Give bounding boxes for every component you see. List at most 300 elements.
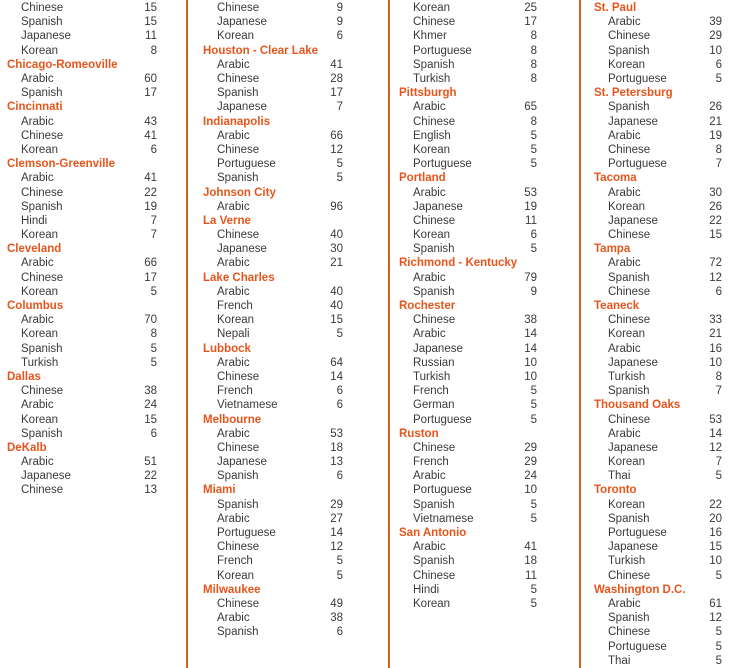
language-count: 51 — [144, 456, 157, 469]
language-count: 5 — [336, 569, 343, 582]
language-row — [7, 256, 157, 270]
language-label: Arabic — [21, 399, 54, 412]
city-header: Lake Charles — [203, 271, 275, 284]
language-count: 14 — [330, 527, 343, 540]
language-label: Portuguese — [413, 484, 472, 497]
language-count: 13 — [330, 456, 343, 469]
language-label: Spanish — [608, 271, 650, 284]
language-label: Korean — [217, 569, 255, 582]
language-count: 26 — [709, 101, 722, 114]
language-label: Arabic — [413, 101, 446, 114]
language-count: 6 — [150, 143, 157, 156]
language-count: 7 — [336, 101, 343, 114]
language-row — [7, 86, 157, 100]
language-count: 21 — [330, 257, 343, 270]
language-row — [203, 526, 343, 540]
language-label: Spanish — [608, 512, 650, 525]
language-count: 8 — [530, 44, 537, 57]
language-row — [594, 512, 722, 526]
language-label: Arabic — [608, 186, 641, 199]
city-header: Portland — [399, 172, 446, 185]
language-count: 38 — [144, 385, 157, 398]
language-row — [203, 540, 343, 554]
language-label: Turkish — [413, 370, 451, 383]
language-count: 41 — [144, 129, 157, 142]
language-count: 61 — [709, 597, 722, 610]
language-row — [399, 342, 537, 356]
language-count: 17 — [144, 271, 157, 284]
language-count: 33 — [709, 314, 722, 327]
language-count: 19 — [144, 200, 157, 213]
city-header: Toronto — [594, 484, 637, 497]
language-count: 12 — [330, 143, 343, 156]
city-header: Melbourne — [203, 413, 262, 426]
language-label: Korean — [608, 456, 646, 469]
language-label: Japanese — [21, 30, 71, 43]
city-header: Washington D.C. — [594, 583, 686, 596]
language-row — [399, 512, 537, 526]
language-label: Chinese — [413, 441, 456, 454]
language-row — [7, 398, 157, 412]
language-row — [7, 72, 157, 86]
language-label: Chinese — [413, 314, 456, 327]
language-count: 5 — [530, 399, 537, 412]
language-row — [594, 44, 722, 58]
language-row — [203, 228, 343, 242]
language-label: Korean — [21, 328, 59, 341]
language-label: Chinese — [217, 2, 260, 15]
language-label: Arabic — [608, 427, 641, 440]
language-count: 14 — [524, 342, 537, 355]
city-header: La Verne — [203, 214, 251, 227]
city-header: Cincinnati — [7, 101, 63, 114]
city-header: Rochester — [399, 300, 456, 313]
language-count: 10 — [709, 356, 722, 369]
language-label: Korean — [21, 229, 59, 242]
language-count: 64 — [330, 356, 343, 369]
language-row — [594, 29, 722, 43]
language-label: Vietnamese — [413, 512, 474, 525]
column-3 — [399, 1, 537, 611]
language-label: Japanese — [608, 356, 658, 369]
language-label: French — [217, 555, 253, 568]
language-row — [203, 129, 343, 143]
language-row — [399, 200, 537, 214]
language-count: 8 — [715, 143, 722, 156]
language-label: Arabic — [217, 356, 250, 369]
language-count: 40 — [330, 285, 343, 298]
language-row — [399, 242, 537, 256]
language-count: 10 — [524, 370, 537, 383]
language-count: 10 — [524, 356, 537, 369]
language-label: Spanish — [21, 16, 63, 29]
language-row — [399, 356, 537, 370]
language-count: 70 — [144, 314, 157, 327]
language-count: 29 — [524, 456, 537, 469]
city-header: Miami — [203, 484, 236, 497]
language-label: Chinese — [217, 229, 260, 242]
language-row — [7, 143, 157, 157]
language-count: 5 — [715, 626, 722, 639]
language-count: 28 — [330, 73, 343, 86]
language-row — [7, 15, 157, 29]
language-row — [594, 214, 722, 228]
language-row — [7, 285, 157, 299]
language-row — [399, 15, 537, 29]
language-row — [7, 1, 157, 15]
language-count: 5 — [530, 512, 537, 525]
language-label: Thai — [608, 470, 631, 483]
language-label: Arabic — [217, 129, 250, 142]
language-label: Chinese — [608, 143, 651, 156]
language-row — [594, 327, 722, 341]
language-row — [594, 115, 722, 129]
language-row — [594, 597, 722, 611]
language-label: Japanese — [413, 200, 463, 213]
language-label: Korean — [608, 200, 646, 213]
language-row — [203, 398, 343, 412]
language-label: Spanish — [21, 427, 63, 440]
language-label: Arabic — [21, 172, 54, 185]
language-row — [7, 214, 157, 228]
language-label: Korean — [21, 413, 59, 426]
language-label: Korean — [413, 2, 451, 15]
language-row — [399, 1, 537, 15]
city-header: Chicago-Romeoville — [7, 58, 118, 71]
language-row — [203, 100, 343, 114]
language-count: 8 — [530, 115, 537, 128]
language-label: Chinese — [413, 16, 456, 29]
city-header: Pittsburgh — [399, 87, 457, 100]
language-count: 53 — [524, 186, 537, 199]
language-count: 7 — [715, 385, 722, 398]
language-label: Portuguese — [608, 527, 667, 540]
language-row — [594, 143, 722, 157]
city-header: Indianapolis — [203, 115, 271, 128]
language-count: 29 — [330, 498, 343, 511]
language-count: 29 — [524, 441, 537, 454]
city-header: DeKalb — [7, 441, 47, 454]
language-count: 7 — [715, 158, 722, 171]
language-label: Japanese — [217, 243, 267, 256]
language-row — [203, 356, 343, 370]
language-row — [7, 455, 157, 469]
column-2 — [203, 1, 343, 639]
language-row — [399, 569, 537, 583]
language-row — [203, 171, 343, 185]
language-count: 15 — [144, 2, 157, 15]
language-count: 30 — [330, 243, 343, 256]
language-count: 41 — [330, 58, 343, 71]
language-count: 6 — [150, 427, 157, 440]
language-count: 5 — [150, 285, 157, 298]
language-row — [594, 654, 722, 668]
language-count: 39 — [709, 16, 722, 29]
language-label: Arabic — [608, 597, 641, 610]
language-row — [594, 72, 722, 86]
language-row — [594, 15, 722, 29]
language-count: 38 — [330, 612, 343, 625]
language-row — [203, 554, 343, 568]
language-row — [203, 370, 343, 384]
language-row — [594, 625, 722, 639]
city-header: Cleveland — [7, 243, 62, 256]
language-row — [594, 313, 722, 327]
language-label: Spanish — [413, 498, 455, 511]
language-count: 6 — [336, 30, 343, 43]
language-label: Chinese — [413, 569, 456, 582]
language-label: Arabic — [217, 257, 250, 270]
language-label: Arabic — [217, 285, 250, 298]
language-row — [594, 370, 722, 384]
language-label: Chinese — [21, 484, 64, 497]
language-row — [399, 157, 537, 171]
language-row — [594, 356, 722, 370]
language-row — [594, 185, 722, 199]
language-count: 22 — [144, 186, 157, 199]
language-row — [203, 625, 343, 639]
language-row — [399, 583, 537, 597]
language-label: Arabic — [608, 16, 641, 29]
language-row — [203, 242, 343, 256]
column-4 — [594, 1, 722, 668]
language-count: 5 — [530, 413, 537, 426]
language-label: Korean — [608, 498, 646, 511]
language-row — [203, 86, 343, 100]
language-row — [594, 526, 722, 540]
language-count: 17 — [330, 87, 343, 100]
language-count: 21 — [709, 115, 722, 128]
language-row — [594, 384, 722, 398]
language-row — [594, 469, 722, 483]
language-row — [203, 285, 343, 299]
language-row — [594, 157, 722, 171]
city-header: Johnson City — [203, 186, 276, 199]
language-label: Korean — [608, 328, 646, 341]
column-divider-2 — [388, 0, 390, 668]
language-count: 22 — [144, 470, 157, 483]
language-count: 26 — [709, 200, 722, 213]
language-row — [203, 29, 343, 43]
language-row — [594, 58, 722, 72]
language-count: 5 — [530, 129, 537, 142]
city-header: Clemson-Greenville — [7, 158, 116, 171]
language-row — [7, 200, 157, 214]
language-row — [594, 554, 722, 568]
language-count: 43 — [144, 115, 157, 128]
language-row — [203, 299, 343, 313]
language-row — [594, 540, 722, 554]
language-row — [594, 427, 722, 441]
language-row — [399, 29, 537, 43]
language-label: Khmer — [413, 30, 447, 43]
language-row — [203, 327, 343, 341]
language-count: 16 — [709, 527, 722, 540]
language-row — [7, 427, 157, 441]
language-count: 15 — [330, 314, 343, 327]
language-count: 6 — [715, 58, 722, 71]
language-count: 5 — [715, 470, 722, 483]
language-row — [203, 455, 343, 469]
language-label: Korean — [21, 44, 59, 57]
language-row — [594, 498, 722, 512]
language-label: Korean — [413, 597, 451, 610]
language-label: Portuguese — [217, 158, 276, 171]
language-count: 8 — [530, 30, 537, 43]
language-row — [7, 44, 157, 58]
language-count: 19 — [709, 129, 722, 142]
language-label: Japanese — [217, 101, 267, 114]
language-count: 7 — [150, 229, 157, 242]
language-label: Chinese — [608, 413, 651, 426]
language-count: 6 — [336, 399, 343, 412]
language-label: Portuguese — [608, 158, 667, 171]
language-label: Spanish — [413, 58, 455, 71]
language-count: 53 — [709, 413, 722, 426]
language-count: 8 — [530, 73, 537, 86]
language-row — [399, 498, 537, 512]
language-label: Spanish — [217, 172, 259, 185]
language-label: Turkish — [608, 555, 646, 568]
language-label: Chinese — [608, 569, 651, 582]
language-label: Korean — [217, 314, 255, 327]
language-label: Arabic — [413, 541, 446, 554]
language-row — [594, 342, 722, 356]
language-count: 5 — [530, 498, 537, 511]
language-label: Chinese — [608, 30, 651, 43]
language-row — [7, 327, 157, 341]
city-header: St. Petersburg — [594, 87, 673, 100]
language-label: Spanish — [217, 626, 259, 639]
language-count: 15 — [144, 413, 157, 426]
language-count: 6 — [530, 229, 537, 242]
city-header: Dallas — [7, 370, 41, 383]
language-label: Chinese — [217, 441, 260, 454]
language-row — [203, 569, 343, 583]
language-count: 22 — [709, 214, 722, 227]
language-count: 15 — [709, 541, 722, 554]
language-row — [399, 412, 537, 426]
language-row — [399, 143, 537, 157]
language-label: Spanish — [217, 498, 259, 511]
language-row — [7, 29, 157, 43]
city-header: Houston - Clear Lake — [203, 44, 319, 57]
language-row — [594, 611, 722, 625]
language-row — [399, 313, 537, 327]
language-count: 14 — [524, 328, 537, 341]
language-label: Korean — [21, 143, 59, 156]
language-label: Japanese — [608, 115, 658, 128]
language-row — [594, 412, 722, 426]
language-label: Arabic — [217, 58, 250, 71]
language-count: 66 — [144, 257, 157, 270]
language-label: Korean — [413, 143, 451, 156]
language-count: 79 — [524, 271, 537, 284]
language-count: 5 — [336, 555, 343, 568]
language-row — [594, 271, 722, 285]
language-row — [7, 171, 157, 185]
language-count: 65 — [524, 101, 537, 114]
language-label: Chinese — [217, 597, 260, 610]
language-row — [594, 569, 722, 583]
language-label: Hindi — [21, 214, 48, 227]
language-label: Japanese — [608, 214, 658, 227]
language-label: Portuguese — [413, 413, 472, 426]
language-row — [203, 611, 343, 625]
language-row — [7, 412, 157, 426]
language-count: 5 — [150, 342, 157, 355]
language-count: 11 — [525, 214, 537, 227]
language-label: Turkish — [21, 356, 59, 369]
city-header: Richmond - Kentucky — [399, 257, 518, 270]
language-row — [7, 228, 157, 242]
language-label: Arabic — [413, 271, 446, 284]
language-row — [399, 540, 537, 554]
language-count: 14 — [330, 370, 343, 383]
language-count: 5 — [150, 356, 157, 369]
language-row — [594, 100, 722, 114]
language-count: 60 — [144, 73, 157, 86]
language-row — [7, 469, 157, 483]
language-label: Japanese — [608, 541, 658, 554]
language-row — [203, 256, 343, 270]
language-count: 5 — [530, 158, 537, 171]
language-label: Chinese — [217, 73, 260, 86]
language-label: Portuguese — [217, 527, 276, 540]
city-header: St. Paul — [594, 2, 637, 15]
language-label: Japanese — [608, 441, 658, 454]
language-row — [594, 256, 722, 270]
language-label: Arabic — [608, 129, 641, 142]
language-count: 8 — [150, 44, 157, 57]
city-header: Thousand Oaks — [594, 399, 681, 412]
column-1 — [7, 1, 157, 498]
language-count: 24 — [144, 399, 157, 412]
language-label: Chinese — [217, 541, 260, 554]
language-count: 8 — [715, 370, 722, 383]
language-label: Arabic — [217, 427, 250, 440]
language-label: Spanish — [608, 385, 650, 398]
language-row — [203, 157, 343, 171]
language-label: Chinese — [608, 626, 651, 639]
language-count: 8 — [150, 328, 157, 341]
language-row — [399, 327, 537, 341]
language-row — [399, 44, 537, 58]
language-label: Portuguese — [413, 158, 472, 171]
language-row — [399, 214, 537, 228]
city-header: Milwaukee — [203, 583, 261, 596]
language-row — [203, 512, 343, 526]
language-label: Spanish — [608, 612, 650, 625]
language-count: 6 — [715, 285, 722, 298]
language-count: 5 — [530, 385, 537, 398]
city-header: Ruston — [399, 427, 439, 440]
language-count: 7 — [150, 214, 157, 227]
language-count: 10 — [709, 44, 722, 57]
language-row — [399, 285, 537, 299]
city-header: Tacoma — [594, 172, 637, 185]
language-row — [399, 185, 537, 199]
language-count: 25 — [524, 2, 537, 15]
language-label: Spanish — [413, 243, 455, 256]
language-count: 12 — [709, 441, 722, 454]
language-label: Spanish — [608, 101, 650, 114]
language-label: Arabic — [217, 200, 250, 213]
language-label: Portuguese — [608, 640, 667, 653]
language-label: Arabic — [413, 186, 446, 199]
language-row — [7, 271, 157, 285]
language-count: 40 — [330, 229, 343, 242]
